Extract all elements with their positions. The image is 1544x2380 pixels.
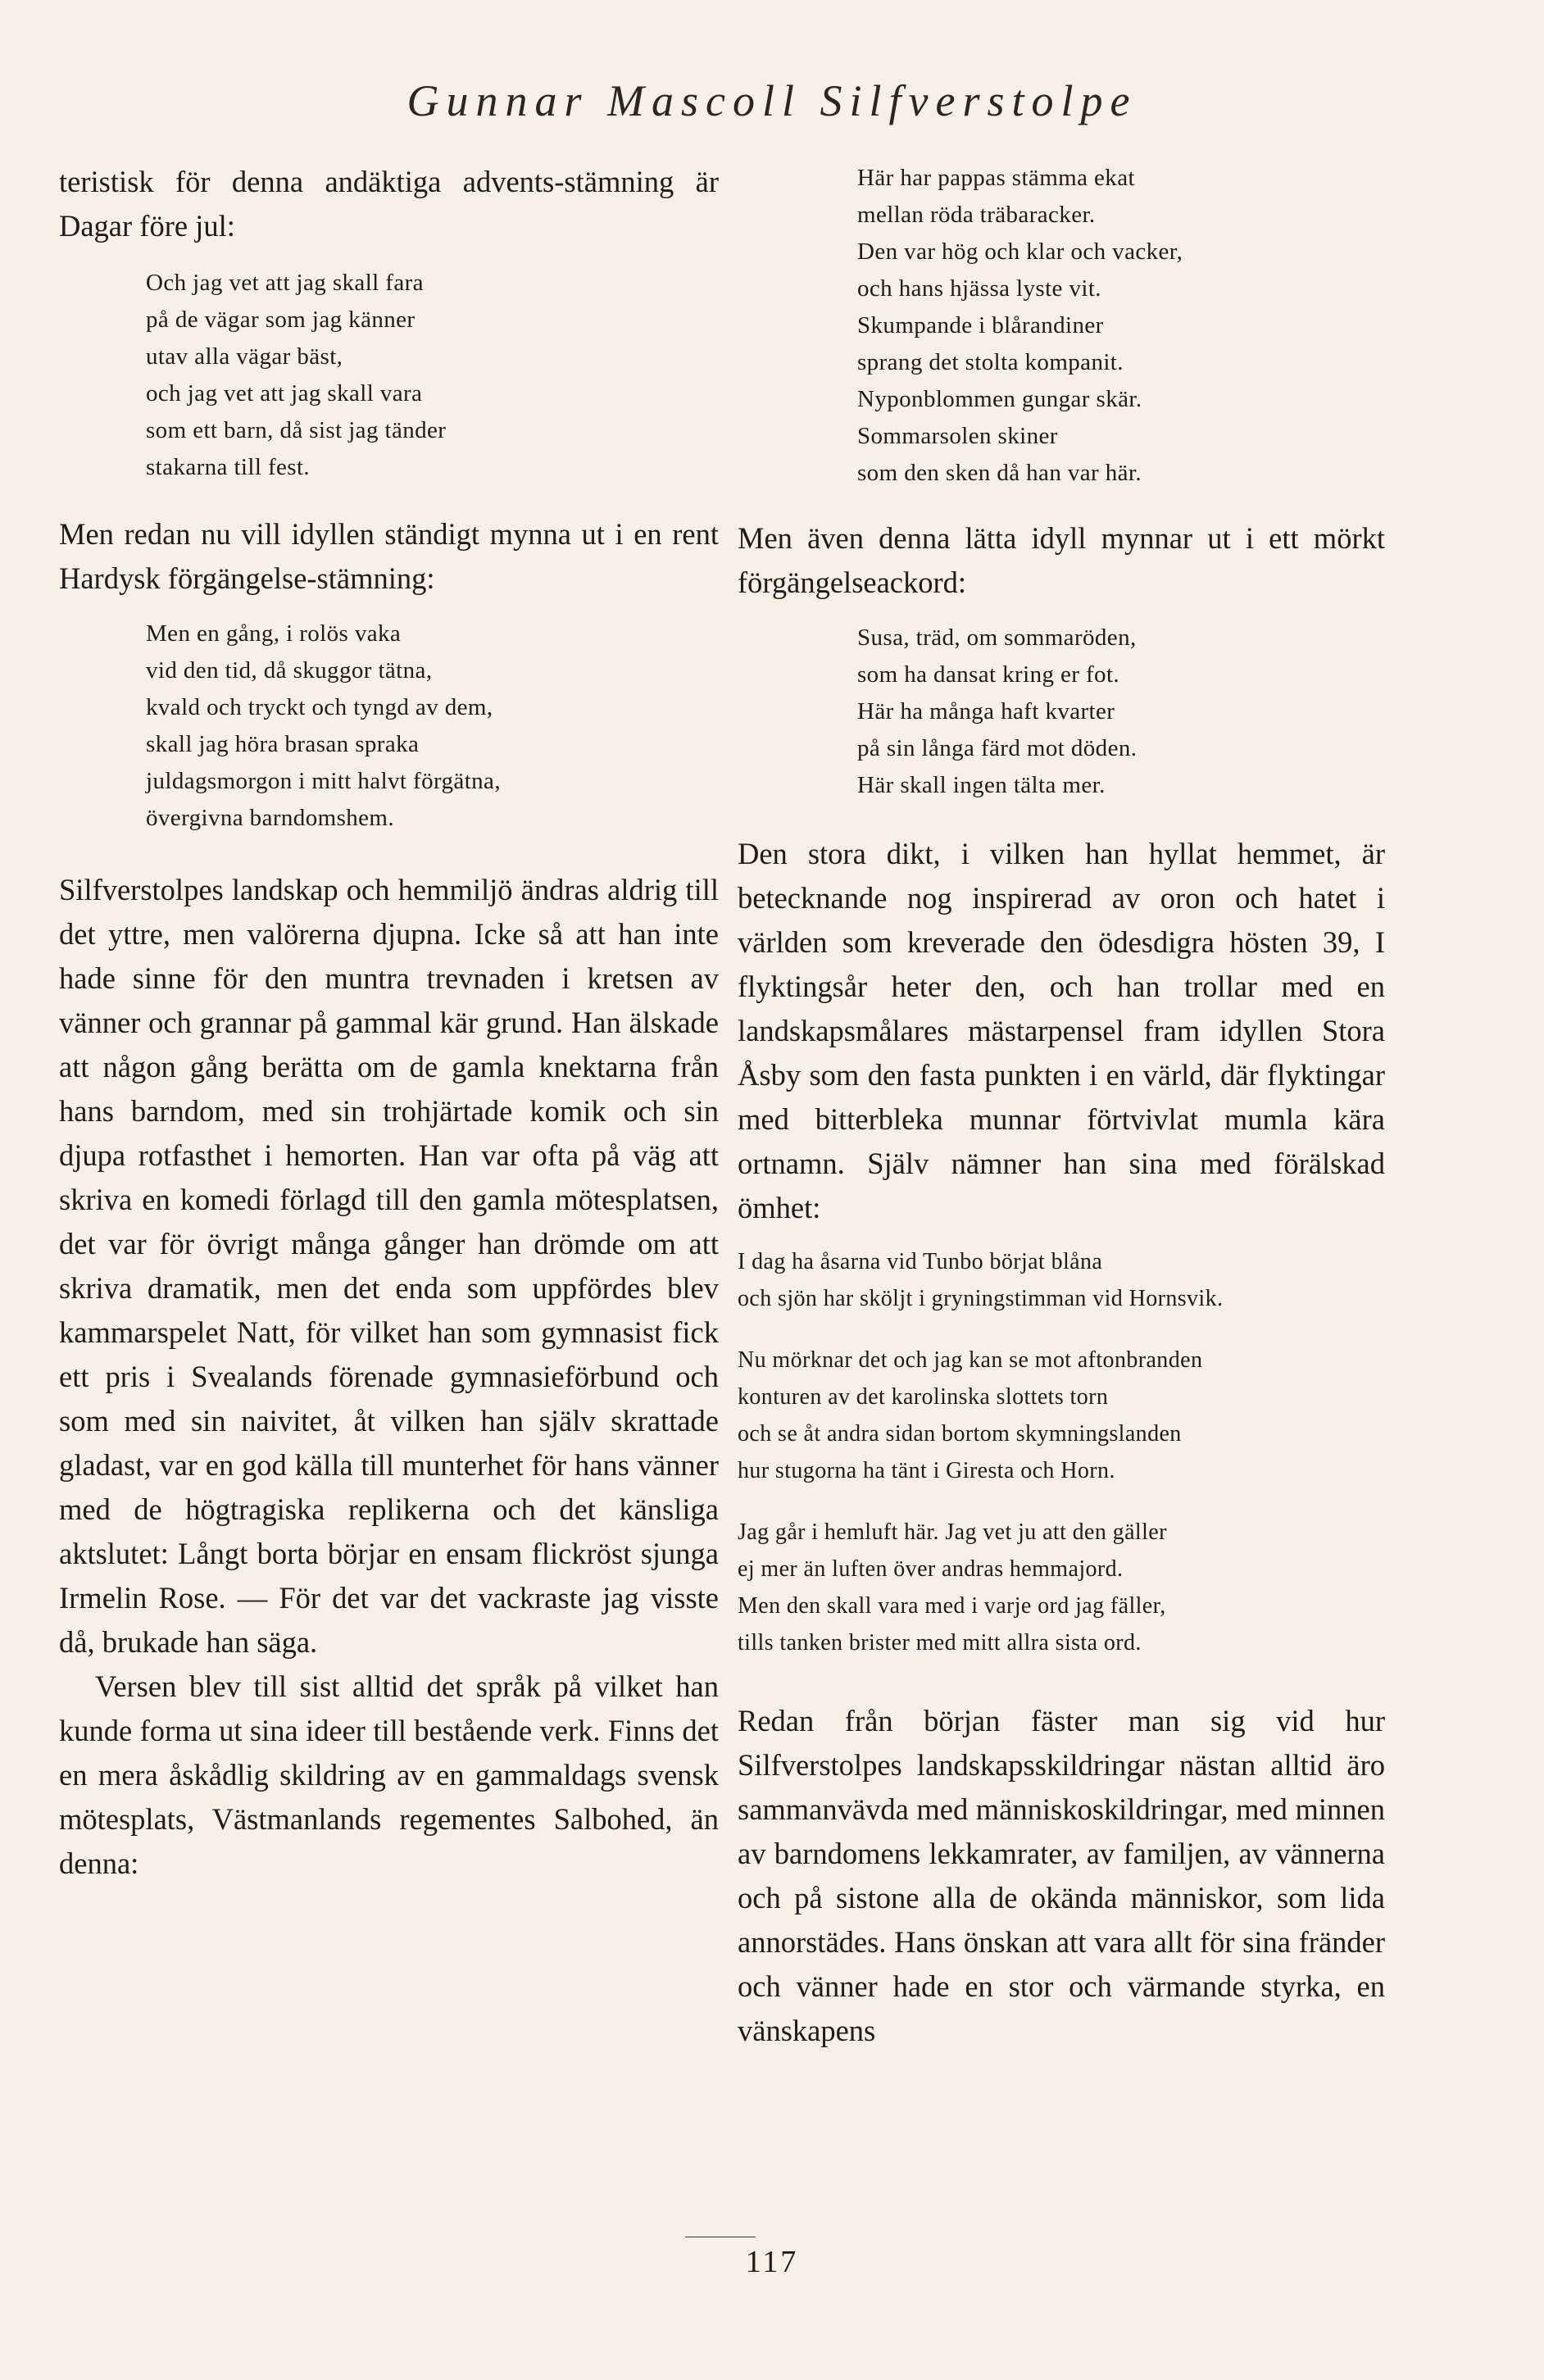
poem-line: Här har pappas stämma ekat: [857, 165, 1135, 191]
poem-line: Nu mörknar det och jag kan se mot aftonbranden: [738, 1347, 1203, 1373]
poem-line: på de vägar som jag känner: [146, 307, 416, 333]
poem-stanza: [738, 160, 1385, 492]
running-head: Gunnar Mascoll Silfverstolpe: [406, 76, 1138, 125]
page-number: 117: [745, 2245, 799, 2279]
poem-line: sprang det stolta kompanit.: [857, 349, 1124, 375]
poem-line: Och jag vet att jag skall fara: [146, 270, 424, 296]
poem-line: på sin långa färd mot döden.: [857, 735, 1138, 761]
poem-line: som ha dansat kring er fot.: [857, 661, 1120, 688]
poem-line: I dag ha åsarna vid Tunbo börjat blåna: [738, 1249, 1103, 1274]
poem-stanza: [738, 1342, 1385, 1489]
left-column: [59, 160, 719, 1886]
poem-line: Men den skall vara med i varje ord jag fäller,: [738, 1593, 1166, 1619]
poem-stanza: [738, 1514, 1385, 1661]
paragraph: Men även denna lätta idyll mynnar ut i ett mörkt förgängelseackord:: [738, 521, 1385, 599]
poem-line: och se åt andra sidan bortom skymningslanden: [738, 1421, 1182, 1447]
poem-stanza: [738, 1243, 1385, 1317]
poem-line: konturen av det karolinska slottets torn: [738, 1384, 1109, 1410]
poem-line: Här skall ingen tälta mer.: [857, 772, 1106, 798]
poem-line: Jag går i hemluft här. Jag vet ju att den gäller: [738, 1519, 1167, 1545]
paragraph: Men redan nu vill idyllen ständigt mynna ut i en rent Hardysk förgängelse-stämning:: [59, 517, 719, 595]
poem-line: Här ha många haft kvarter: [857, 698, 1115, 724]
poem-line: vid den tid, då skuggor tätna,: [146, 657, 433, 684]
poem-line: skall jag höra brasan spraka: [146, 731, 420, 757]
poem-line: och jag vet att jag skall vara: [146, 380, 423, 407]
poem-line: juldagsmorgon i mitt halvt förgätna,: [146, 768, 501, 794]
paragraph: Silfverstolpes landskap och hemmiljö ändras aldrig till det yttre, men valörerna djupna. Icke så att han inte hade sinne för den muntra trevnaden i kretsen av vänner och grannar på gammal kär grund. Han älskade att någon gång berätta om de gamla knektarna från hans barndom, med sin trohjärtade komik och sin djupa rotfasthet i hemorten. Han var ofta på väg att skriva en komedi förlagd till den gamla mötesplatsen, det var för övrigt många gånger han drömde om att skriva dramatik, men det enda som uppfördes blev kammarspelet Natt, för vilket han som gymnasist fick ett pris i Svealands förenade gymnasieförbund och som med sin naivitet, åt vilken han själv skrattade gladast, var en god källa till munterhet för hans vänner med de högtragiska replikerna och det känsliga aktslutet: Långt borta börjar en ensam flickröst sjunga Irmelin Rose. — För det var det vackraste jag visste då, brukade han säga.: [59, 873, 719, 1659]
poem-stanza: [59, 615, 719, 837]
poem-line: kvald och tryckt och tyngd av dem,: [146, 694, 493, 720]
poem-line: utav alla vägar bäst,: [146, 343, 343, 370]
poem-line: Sommarsolen skiner: [857, 423, 1058, 449]
paragraph: Den stora dikt, i vilken han hyllat hemmet, är betecknande nog inspirerad av oron och hatet i världen som kreverade den ödesdigra hösten 39, I flyktingsår heter den, och han trollar med en landskapsmålares mästarpensel fram idyllen Stora Åsby som den fasta punkten i en värld, där flyktingar med bitterbleka munnar förtvivlat mumla kära ortnamn. Själv nämner han sina med förälskad ömhet:: [738, 837, 1385, 1224]
poem-line: och sjön har sköljt i gryningstimman vid Hornsvik.: [738, 1286, 1224, 1311]
poem-line: Den var hög och klar och vacker,: [857, 238, 1183, 265]
poem-line: stakarna till fest.: [146, 454, 311, 480]
poem-line: som den sken då han var här.: [857, 460, 1142, 486]
poem-line: övergivna barndomshem.: [146, 805, 395, 831]
poem-line: mellan röda träbaracker.: [857, 202, 1096, 228]
poem-line: hur stugorna ha tänt i Giresta och Horn.: [738, 1458, 1115, 1483]
poem-line: Nyponblommen gungar skär.: [857, 386, 1142, 412]
poem-line: och hans hjässa lyste vit.: [857, 275, 1101, 302]
poem-line: Skumpande i blårandiner: [857, 312, 1104, 338]
poem-stanza: [738, 620, 1385, 804]
paragraph: Versen blev till sist alltid det språk på vilket han kunde forma ut sina ideer till bestående verk. Finns det en mera åskådlig skildring av en gammaldags svensk mötesplats, Västmanlands regementes Salbohed, än denna:: [59, 1669, 719, 1880]
poem-line: som ett barn, då sist jag tänder: [146, 417, 447, 443]
poem-line: ej mer än luften över andras hemmajord.: [738, 1556, 1124, 1582]
paragraph: teristisk för denna andäktiga advents-stämning är Dagar före jul:: [59, 165, 719, 243]
poem-line: Men en gång, i rolös vaka: [146, 620, 402, 647]
poem-line: Susa, träd, om sommaröden,: [857, 625, 1137, 651]
poem-stanza: [59, 265, 719, 486]
poem-line: tills tanken brister med mitt allra sista ord.: [738, 1630, 1142, 1656]
paragraph: Redan från början fäster man sig vid hur Silfverstolpes landskapsskildringar nästan alltid äro sammanvävda med människoskildringar, med minnen av barndomens lekkamrater, av familjen, av vännerna och på sistone alla de okända människor, som lida annorstädes. Hans önskan att vara allt för sina fränder och vänner hade en stor och värmande styrka, en vänskapens: [738, 1704, 1385, 2047]
right-column: [738, 160, 1385, 2053]
